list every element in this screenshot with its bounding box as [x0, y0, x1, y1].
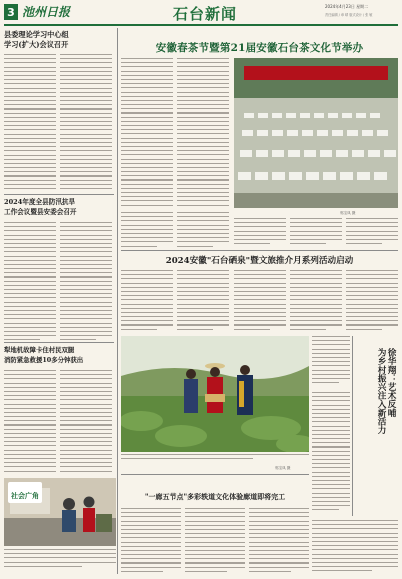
- social-corner-photo: [4, 478, 116, 546]
- page-number-badge: [4, 4, 18, 20]
- tea-festival-image: [234, 58, 398, 208]
- article-title-theory-study: 县委理论学习中心组 学习(扩大)会议召开: [4, 30, 69, 49]
- page-number: 3: [7, 5, 15, 19]
- tea-picking-image: [121, 336, 309, 452]
- issue-date: 2024年4月23日 星期二: [325, 4, 369, 9]
- main-article-body-col7: [346, 218, 398, 248]
- tourism-body-col2: [177, 270, 229, 332]
- column-body-col1: [312, 392, 350, 516]
- corridor-body-col1: [121, 508, 181, 574]
- paper-name-logo: 池州日报: [22, 5, 71, 19]
- corridor-body-col3: [249, 508, 309, 574]
- article-body-flood-control-col2: [60, 222, 112, 340]
- divider: [4, 342, 114, 343]
- column-divider: [117, 28, 118, 574]
- corridor-headline: "一廊五节点"多彩轶道文化体验廊道即将完工: [144, 492, 286, 501]
- tourism-body-col1: [121, 270, 173, 332]
- article-body-fire-rescue-col2: [60, 370, 112, 474]
- tea-festival-photo: [234, 58, 398, 208]
- divider: [352, 336, 353, 516]
- tourism-body-col4: [290, 270, 342, 332]
- divider: [121, 474, 309, 475]
- masthead-rule: [4, 24, 398, 26]
- main-article-body-col6: [290, 218, 342, 248]
- social-corner-caption: [4, 549, 116, 575]
- article-body-fire-rescue: [4, 370, 56, 474]
- corridor-body-col2: [185, 508, 245, 574]
- social-corner-logo-text: 社会广角: [11, 492, 39, 500]
- article-body-theory-study: [4, 54, 56, 190]
- editor-credits: 责任编辑 / 章 晴 版式设计 / 张 敏: [325, 13, 373, 17]
- main-article-body-col1: [121, 58, 173, 208]
- tourism-body-col3: [234, 270, 286, 332]
- social-corner-logo: [8, 482, 42, 503]
- main-article-body-col3: [121, 212, 173, 248]
- article-body-theory-study-col2: [60, 54, 112, 190]
- tea-picking-caption: [121, 454, 309, 466]
- tourism-body-col5: [346, 270, 398, 332]
- section-title: 石台新闻: [172, 5, 237, 23]
- tea-festival-photo-credit: 郭宝凤 摄: [340, 211, 356, 215]
- tea-picking-photo: [121, 336, 309, 452]
- article-body-flood-control: [4, 222, 56, 340]
- column-body-col2: [312, 520, 398, 574]
- divider: [4, 194, 114, 195]
- article-title-fire-rescue: 犁地机故障卡住村民双腿 消防紧急救援10多分钟获出: [4, 346, 84, 364]
- tourism-body-col6: [312, 336, 350, 388]
- divider: [121, 250, 398, 251]
- main-article-body-col2: [177, 58, 229, 208]
- tea-picking-photo-credit: 郭宝凤 摄: [275, 466, 291, 470]
- tourism-headline: 2024安徽"石台硒泉"暨文旅推介月系列活动启动: [165, 256, 354, 266]
- main-article-body-col5: [234, 218, 286, 248]
- column-headline: 徐华翔：艺术反哺 为乡村振兴注入新活力: [376, 348, 396, 434]
- main-headline: 安徽春茶节暨第21届安徽石台茶文化节举办: [155, 42, 364, 54]
- main-article-body-col4: [177, 212, 229, 248]
- article-title-flood-control: 2024年度全县防汛抗旱 工作会议暨县安委会召开: [4, 198, 77, 216]
